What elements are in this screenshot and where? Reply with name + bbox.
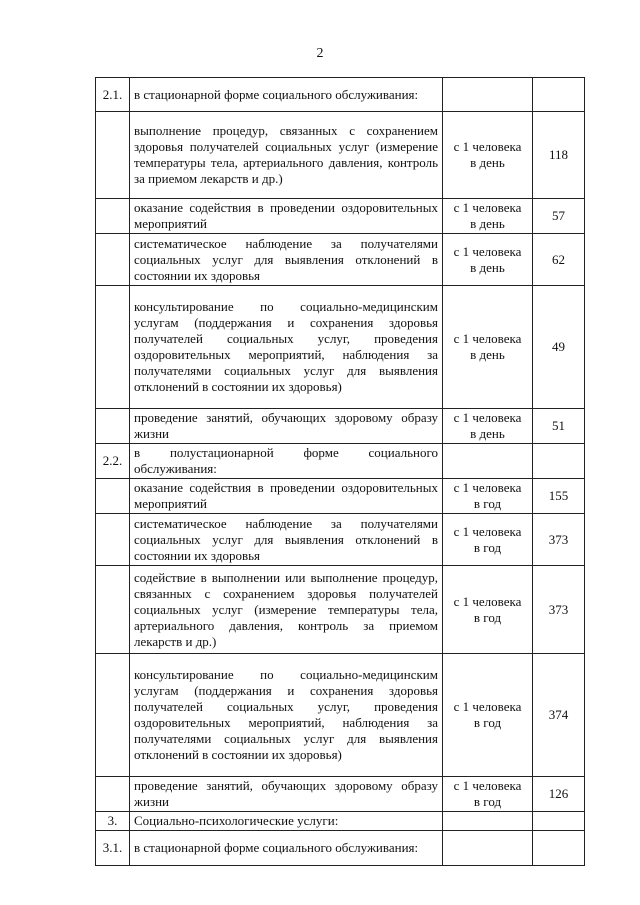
value-cell: 51 (533, 409, 585, 444)
table-row (96, 78, 585, 112)
unit-cell (443, 654, 533, 777)
row-number-cell (96, 514, 130, 566)
social-services-table (95, 77, 585, 866)
unit-period: в год (473, 715, 502, 730)
service-description-cell: выполнение процедур, связанных с сохранением здоровья получателей социальных услуг (измерение температуры тела, артериального давления, контроль за приемом лекарств и др.) (130, 112, 443, 199)
unit-per-person: с 1 человека (453, 139, 522, 154)
unit-per-person: с 1 человека (453, 480, 522, 495)
service-description-cell: консультирование по социально-медицинским услугам (поддержания и сохранения здоровья получателей социальных услуг, проведения оздоровительных мероприятий, наблюдения за получателями социальных услуг для выявления отклонений в состоянии их здоровья) (130, 654, 443, 777)
row-number-cell (96, 112, 130, 199)
unit-period: в день (470, 216, 505, 231)
row-number-cell: 3. (96, 812, 130, 831)
unit-period: в день (470, 155, 505, 170)
unit-cell (443, 479, 533, 514)
unit-cell (443, 286, 533, 409)
unit-per-person: с 1 человека (453, 200, 522, 215)
table-body (96, 78, 585, 866)
row-number-cell (96, 777, 130, 812)
table-row (96, 777, 585, 812)
row-number-cell (96, 234, 130, 286)
table-row (96, 812, 585, 831)
table-row (96, 199, 585, 234)
page-number: 2 (316, 46, 324, 61)
service-description-cell: оказание содействия в проведении оздоровительных мероприятий (130, 199, 443, 234)
value-cell (533, 444, 585, 479)
unit-period: в год (473, 609, 502, 625)
unit-per-person: с 1 человека (453, 523, 522, 539)
value-cell (533, 812, 585, 831)
table-row (96, 479, 585, 514)
row-number-cell: 2.2. (96, 444, 130, 479)
unit-per-person: с 1 человека (453, 778, 522, 793)
service-description-cell: Социально-психологические услуги: (130, 812, 443, 831)
row-number-cell: 3.1. (96, 831, 130, 866)
service-description-cell: проведение занятий, обучающих здоровому образу жизни (130, 777, 443, 812)
table-row (96, 112, 585, 199)
unit-cell (443, 444, 533, 479)
unit-per-person: с 1 человека (453, 699, 522, 714)
value-cell: 62 (533, 234, 585, 286)
unit-period: в год (473, 794, 502, 809)
value-cell: 373 (533, 566, 585, 654)
value-cell: 49 (533, 286, 585, 409)
unit-period: в день (470, 259, 505, 275)
unit-cell (443, 514, 533, 566)
value-cell: 155 (533, 479, 585, 514)
value-cell: 57 (533, 199, 585, 234)
unit-per-person: с 1 человека (453, 410, 522, 425)
unit-per-person: с 1 человека (453, 331, 522, 346)
service-description-cell: проведение занятий, обучающих здоровому образу жизни (130, 409, 443, 444)
unit-period: в год (473, 539, 502, 555)
unit-cell (443, 812, 533, 831)
table-row (96, 831, 585, 866)
service-description-cell: в стационарной форме социального обслуживания: (130, 831, 443, 866)
row-number-cell (96, 409, 130, 444)
value-cell (533, 78, 585, 112)
unit-cell (443, 566, 533, 654)
unit-cell (443, 831, 533, 866)
unit-period: в год (473, 496, 502, 511)
service-description-cell: содействие в выполнении или выполнение процедур, связанных с сохранением здоровья получателей социальных услуг (измерение температуры тела, артериального давления, контроль за приемом лекарств и др.) (130, 566, 443, 654)
unit-per-person: с 1 человека (453, 593, 522, 609)
table-row (96, 444, 585, 479)
unit-cell (443, 777, 533, 812)
unit-period: в день (470, 426, 505, 441)
unit-cell (443, 199, 533, 234)
table-row (96, 409, 585, 444)
value-cell: 118 (533, 112, 585, 199)
table-row (96, 566, 585, 654)
row-number-cell (96, 654, 130, 777)
unit-cell (443, 112, 533, 199)
service-description-cell: в стационарной форме социального обслуживания: (130, 78, 443, 112)
value-cell (533, 831, 585, 866)
table-row (96, 234, 585, 286)
row-number-cell (96, 479, 130, 514)
value-cell: 126 (533, 777, 585, 812)
unit-per-person: с 1 человека (453, 243, 522, 259)
unit-cell (443, 234, 533, 286)
service-description-cell: оказание содействия в проведении оздоровительных мероприятий (130, 479, 443, 514)
service-description-cell: в полустационарной форме социального обслуживания: (130, 444, 443, 479)
value-cell: 373 (533, 514, 585, 566)
value-cell: 374 (533, 654, 585, 777)
row-number-cell (96, 199, 130, 234)
unit-cell (443, 78, 533, 112)
service-description-cell: систематическое наблюдение за получателями социальных услуг для выявления отклонений в состоянии их здоровья (130, 514, 443, 566)
service-description-cell: систематическое наблюдение за получателями социальных услуг для выявления отклонений в состоянии их здоровья (130, 234, 443, 286)
service-description-cell: консультирование по социально-медицинским услугам (поддержания и сохранения здоровья получателей социальных услуг, проведения оздоровительных мероприятий, наблюдения за получателями социальных услуг для выявления отклонений в состоянии их здоровья) (130, 286, 443, 409)
table-row (96, 286, 585, 409)
table-row (96, 514, 585, 566)
unit-period: в день (470, 347, 505, 362)
row-number-cell (96, 286, 130, 409)
table-row (96, 654, 585, 777)
row-number-cell (96, 566, 130, 654)
row-number-cell: 2.1. (96, 78, 130, 112)
unit-cell (443, 409, 533, 444)
